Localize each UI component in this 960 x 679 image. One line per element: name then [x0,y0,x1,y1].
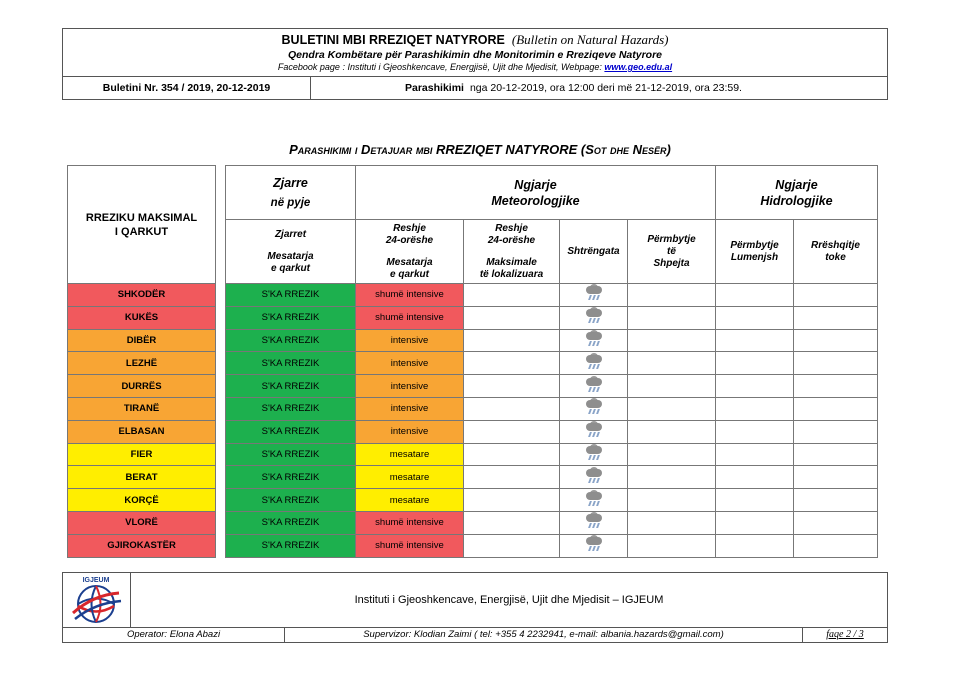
flash-flood-cell [628,443,716,466]
igjeum-logo [63,573,131,627]
landslide-cell [794,420,878,443]
rain-max-cell [464,420,560,443]
flash-flood-cell [628,352,716,375]
rain-avg-cell: intensive [356,420,464,443]
fires-cell: S'KA RREZIK [226,397,356,420]
river-flood-header [716,220,794,284]
table-row [68,352,878,375]
rain-max-cell [464,397,560,420]
cloud-rain-icon [585,468,603,484]
spacer-cell [216,397,226,420]
storm-cell [560,511,628,534]
landslide-cell [794,511,878,534]
river-flood-line1: Përmbytje [730,239,779,251]
title-main: BULETINI MBI RREZIQET NATYRORE [281,33,505,47]
river-flood-line2: Lumenjsh [730,251,779,263]
fires-sub-header [226,220,356,284]
river-flood-cell [716,489,794,512]
rain-avg-cell: shumë intensive [356,511,464,534]
footer-institute-row [63,573,887,628]
qarku-cell: FIER [68,443,216,466]
rain-avg-cell: intensive [356,375,464,398]
cloud-rain-icon [585,399,603,415]
qarku-cell: BERAT [68,466,216,489]
rain-avg-cell: intensive [356,352,464,375]
flash-flood-cell [628,284,716,307]
storm-header [560,220,628,284]
bulletin-header [62,28,888,100]
rain-avg-cell: shumë intensive [356,534,464,557]
header-title [63,32,887,48]
flash-flood-cell [628,466,716,489]
qarku-cell: SHKODËR [68,284,216,307]
qarku-cell: LEZHË [68,352,216,375]
fires-cell: S'KA RREZIK [226,284,356,307]
table-row [68,397,878,420]
page-number-text: faqe 2 / 3 [826,629,864,640]
globe-logo-icon [63,573,129,627]
meteo-group-header [356,166,716,220]
landslide-cell [794,466,878,489]
bulletin-footer [62,572,888,643]
table-row [68,375,878,398]
qarku-cell: VLORË [68,511,216,534]
flash-flood-cell [628,420,716,443]
landslide-line2: toke [825,251,846,263]
qarku-cell: DIBËR [68,329,216,352]
flash-flood-line2: të [667,245,676,257]
cloud-rain-icon [585,422,603,438]
river-flood-cell [716,284,794,307]
cloud-rain-icon [585,377,603,393]
landslide-cell [794,534,878,557]
storm-cell [560,534,628,557]
storm-cell [560,375,628,398]
spacer-cell [216,420,226,443]
flash-flood-cell [628,375,716,398]
qarku-cell: ELBASAN [68,420,216,443]
storm-cell [560,420,628,443]
rain-avg-cell: intensive [356,329,464,352]
flash-flood-cell [628,397,716,420]
river-flood-cell [716,420,794,443]
table-title: Parashikimi i Detajuar mbi RREZIQET NATYRORE (Sot dhe Nesër) [289,142,671,157]
fires-group-line1: Zjarre [273,175,308,190]
storm-cell [560,329,628,352]
hazard-table [67,165,878,558]
landslide-cell [794,306,878,329]
storm-cell [560,284,628,307]
header-contacts [63,62,887,72]
landslide-line1: Rrëshqitje [811,239,860,251]
risk-header-line2: I QARKUT [114,225,169,238]
spacer-cell [216,443,226,466]
table-row [68,420,878,443]
fires-cell: S'KA RREZIK [226,375,356,398]
flash-flood-cell [628,511,716,534]
cloud-rain-icon [585,285,603,301]
rain-avg-cell: intensive [356,397,464,420]
flash-flood-header [628,220,716,284]
rain-max-cell [464,306,560,329]
river-flood-cell [716,466,794,489]
webpage-link[interactable]: www.geo.edu.al [604,62,673,72]
contacts-prefix: Facebook page : Instituti i Gjeoshkencave, Energjisë, Ujit dhe Mjedisit, Webpage: [277,62,605,72]
rain-max-cell [464,489,560,512]
fires-cell: S'KA RREZIK [226,306,356,329]
table-row [68,466,878,489]
rain-avg-line2: 24-orëshe [385,234,434,246]
rain-max-line4: të lokalizuara [479,268,544,280]
river-flood-cell [716,443,794,466]
meteo-group-line1: Ngjarje [514,177,557,192]
rain-avg-cell: mesatare [356,443,464,466]
rain-max-line3: Maksimale [486,256,537,268]
spacer-cell [216,284,226,307]
flash-flood-cell [628,329,716,352]
landslide-cell [794,397,878,420]
institute-name: Instituti i Gjeoshkencave, Energjisë, Ujit dhe Mjedisit – IGJEUM [354,594,664,606]
fires-group-header [226,166,356,220]
qarku-cell: KUKËS [68,306,216,329]
river-flood-cell [716,375,794,398]
river-flood-cell [716,511,794,534]
cloud-rain-icon [585,354,603,370]
table-row [68,329,878,352]
bulletin-number: Buletini Nr. 354 / 2019, 20-12-2019 [63,77,311,100]
river-flood-cell [716,329,794,352]
landslide-cell [794,443,878,466]
rain-max-cell [464,375,560,398]
fires-sub-line3: e qarkut [271,262,310,274]
rain-avg-cell: shumë intensive [356,284,464,307]
rain-max-line1: Reshje [495,222,528,234]
flash-flood-cell [628,489,716,512]
storm-cell [560,489,628,512]
rain-avg-cell: mesatare [356,466,464,489]
landslide-cell [794,329,878,352]
cloud-rain-icon [585,513,603,529]
river-flood-cell [716,306,794,329]
fires-cell: S'KA RREZIK [226,420,356,443]
landslide-cell [794,489,878,512]
rain-max-cell [464,511,560,534]
rain-max-line2: 24-orëshe [487,234,536,246]
logo-text: IGJEUM [82,577,110,584]
table-row [68,489,878,512]
hydro-group-line2: Hidrologjike [760,193,833,208]
forecast-label: Parashikimi [405,82,464,94]
rain-avg-line1: Reshje [393,222,426,234]
river-flood-cell [716,534,794,557]
meteo-group-line2: Meteorologjike [491,193,580,208]
forecast-period-text: nga 20-12-2019, ora 12:00 deri më 21-12-2019, ora 23:59. [469,82,742,94]
operator: Operator: Elona Abazi [63,628,285,643]
hydro-group-header [716,166,878,220]
cloud-rain-icon [585,445,603,461]
fires-cell: S'KA RREZIK [226,489,356,512]
risk-header [68,166,216,284]
table-row [68,306,878,329]
table-row [68,284,878,307]
cloud-rain-icon [585,308,603,324]
storm-cell [560,466,628,489]
fires-sub-line1: Zjarret [274,228,307,240]
storm-cell [560,397,628,420]
river-flood-cell [716,352,794,375]
fires-cell: S'KA RREZIK [226,443,356,466]
rain-max-cell [464,534,560,557]
landslide-cell [794,284,878,307]
rain-max-cell [464,284,560,307]
flash-flood-cell [628,534,716,557]
spacer-cell [216,489,226,512]
fires-cell: S'KA RREZIK [226,466,356,489]
risk-header-line1: RREZIKU MAKSIMAL [85,211,198,224]
rain-avg-header [356,220,464,284]
table-row [68,534,878,557]
rain-avg-line4: e qarkut [390,268,429,280]
spacer-cell [216,466,226,489]
rain-max-cell [464,443,560,466]
storm-header-text: Shtrëngata [567,245,620,257]
cloud-rain-icon [585,491,603,507]
flash-flood-line1: Përmbytje [647,233,696,245]
spacer-cell [216,534,226,557]
fires-sub-line2: Mesatarja [267,250,314,262]
qarku-cell: DURRËS [68,375,216,398]
fires-cell: S'KA RREZIK [226,534,356,557]
fires-cell: S'KA RREZIK [226,352,356,375]
spacer-cell [216,329,226,352]
table-row [68,443,878,466]
rain-max-cell [464,466,560,489]
table-row [68,511,878,534]
spacer-cell [216,511,226,534]
fires-group-line2: në pyje [270,196,311,209]
rain-avg-cell: mesatare [356,489,464,512]
spacer-cell [216,352,226,375]
flash-flood-cell [628,306,716,329]
cloud-rain-icon [585,536,603,552]
flash-flood-line3: Shpejta [653,257,690,269]
river-flood-cell [716,397,794,420]
rain-avg-cell: shumë intensive [356,306,464,329]
spacer-cell [216,306,226,329]
spacer-column [216,166,226,284]
forecast-period [311,77,887,100]
header-subtitle: Qendra Kombëtare për Parashikimin dhe Monitorimin e Rreziqeve Natyrore [287,49,663,61]
storm-cell [560,306,628,329]
hydro-group-line1: Ngjarje [775,177,818,192]
qarku-cell: KORÇË [68,489,216,512]
header-info-row [63,77,887,100]
hazard-rows [68,284,878,558]
title-english: (Bulletin on Natural Hazards) [511,32,669,47]
rain-max-cell [464,352,560,375]
rain-max-header [464,220,560,284]
storm-cell [560,352,628,375]
qarku-cell: GJIROKASTËR [68,534,216,557]
landslide-cell [794,352,878,375]
header-title-block [63,29,887,77]
rain-avg-line3: Mesatarja [386,256,433,268]
fires-cell: S'KA RREZIK [226,329,356,352]
footer-credits-row [63,628,887,643]
page-number [803,628,887,643]
qarku-cell: TIRANË [68,397,216,420]
storm-cell [560,443,628,466]
landslide-cell [794,375,878,398]
cloud-rain-icon [585,331,603,347]
landslide-header [794,220,878,284]
rain-max-cell [464,329,560,352]
fires-cell: S'KA RREZIK [226,511,356,534]
spacer-cell [216,375,226,398]
supervisor: Supervizor: Klodian Zaimi ( tel: +355 4 2232941, e-mail: albania.hazards@gmail.com) [285,628,803,643]
